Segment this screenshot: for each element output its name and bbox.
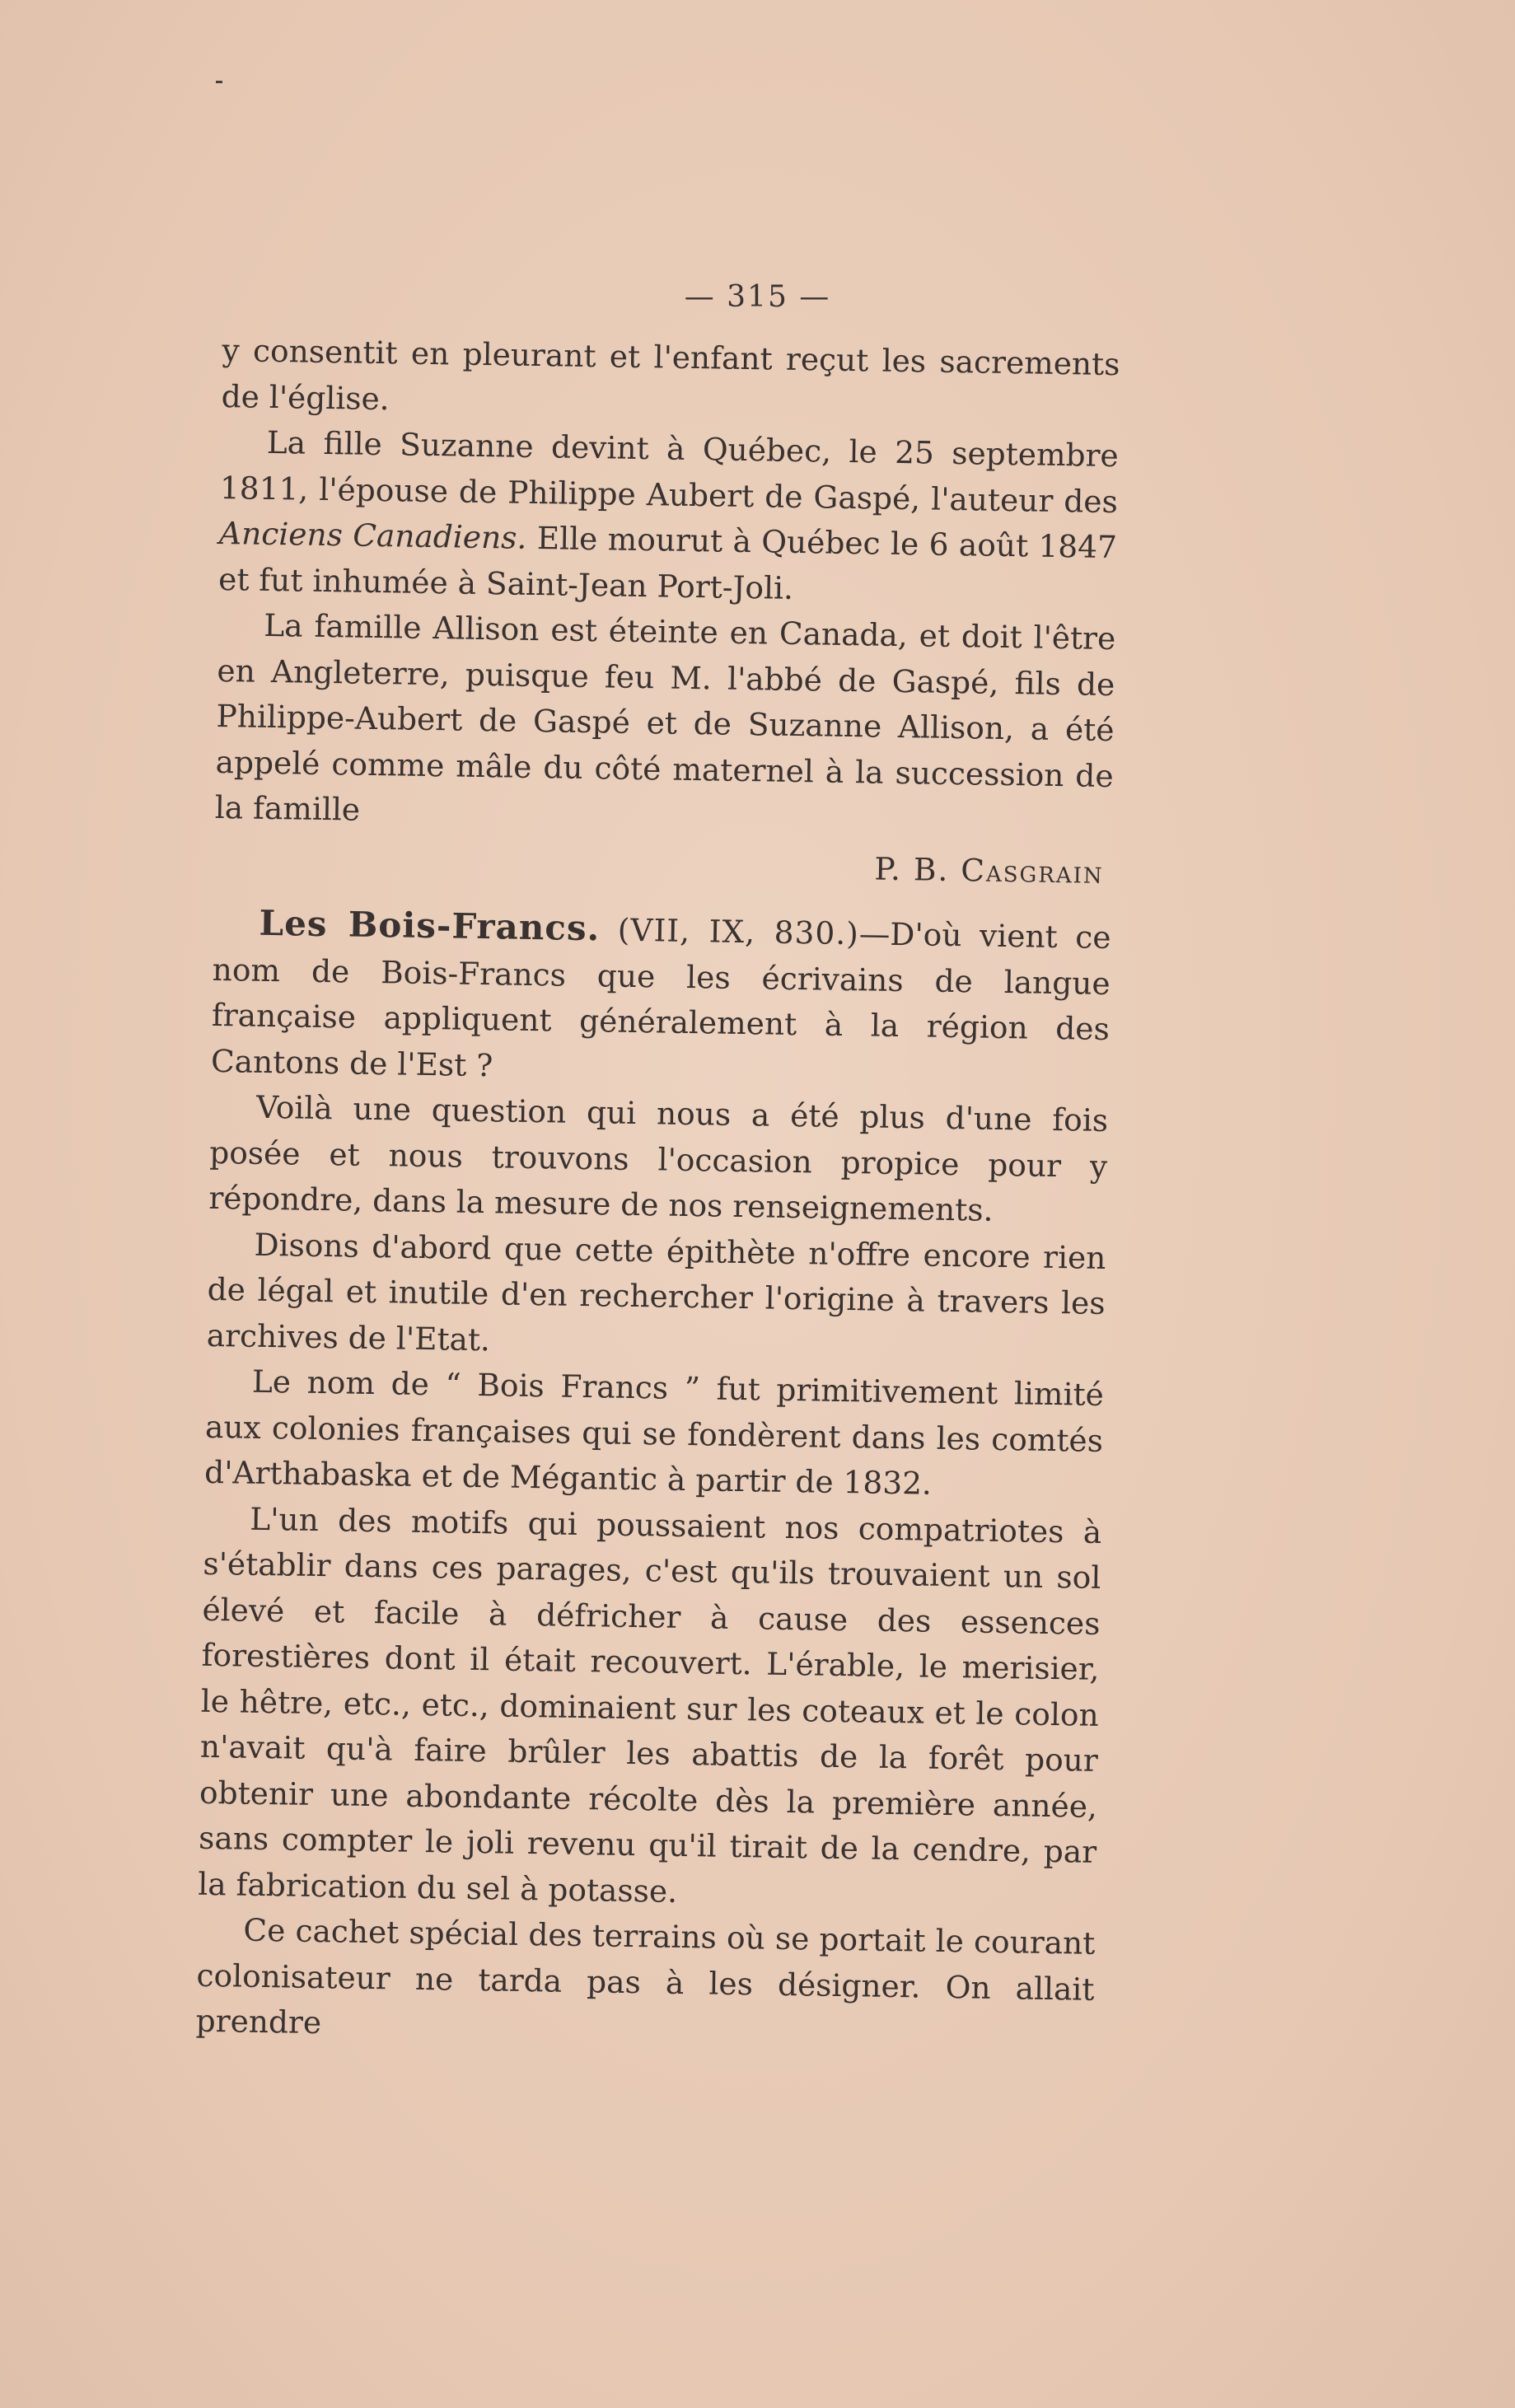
author-signature: P. B. Casgrain (874, 850, 1105, 891)
paragraph-text: Disons d'abord que cette épithète n'offre encore rien de légal et inutile d'en rechercher l'origine à travers les archives de l'Etat. (206, 1226, 1106, 1358)
paragraph (221, 328, 1120, 433)
paragraph-text: Voilà une question qui nous a été plus d'une fois posée et nous trouvons l'occasion propice pour y répondre, dans la mesure de nos renseignements. (208, 1088, 1109, 1228)
paragraph (214, 602, 1115, 845)
paragraph (198, 1495, 1102, 1921)
paragraph-text: Ce cachet spécial des terrains où se portait le courant colonisateur ne tarda pas à les désigner. On allait prendre (195, 1911, 1096, 2041)
reference: (VII, IX, 830.) (617, 911, 860, 952)
paragraph-text: L'un des motifs qui poussaient nos compatriotes à s'établir dans ces parages, c'est qu'ils trouvaient un sol élevé et facile à défricher à cause des essences forestières dont il était recouvert. L'érable, le merisier, le hêtre, etc., etc., dominaient sur les coteaux et le colon n'avait qu'à faire brûler les abattis de la forêt pour obtenir une abondante récolte dès la première année, sans compter le joli revenu qu'il tirait de la cendre, par la fabrication du sel à potasse. (197, 1500, 1102, 1910)
paragraph (195, 1907, 1095, 2059)
book-title: Anciens Canadiens. (218, 514, 527, 556)
paragraph-text: y consentit en pleurant et l'enfant reçut les sacrements de l'église. (221, 331, 1120, 417)
paragraph (208, 1084, 1108, 1236)
page-number: — 315 — (684, 280, 831, 314)
paragraph-text: La famille Allison est éteinte en Canada, et doit l'être en Angleterre, puisque feu M. l'abbé de Gaspé, fils de Philippe-Aubert de Gaspé et de Suzanne Allison, a été appelé comme mâle du côté maternel à la succession de la famille (214, 606, 1116, 828)
article-heading: Les Bois-Francs. (259, 902, 601, 949)
paragraph-text: —D'où vient ce nom de Bois-Francs que les écrivains de langue française appliquent généralement à la région des Cantons de l'Est ? (210, 915, 1111, 1083)
ink-mark (216, 81, 222, 83)
paragraph-text: Le nom de “ Bois Francs ” fut primitivement limité aux colonies françaises qui se fondèrent dans les comtés d'Arthabaska et de Mégantic à partir de 1832. (203, 1363, 1105, 1502)
paragraph (204, 1358, 1104, 1510)
paragraph-text: La fille Suzanne devint à Québec, le 25 septembre 1811, l'épouse de Philippe Aubert de Gaspé, l'auteur des (219, 423, 1120, 520)
paragraph (206, 1221, 1106, 1372)
paragraph (218, 419, 1119, 616)
body-text (195, 328, 1120, 2058)
paragraph (211, 900, 1111, 1098)
paragraph-text: Elle mourut à Québec le 6 août 1847 et fut inhumée à Saint-Jean Port-Joli. (217, 519, 1118, 606)
